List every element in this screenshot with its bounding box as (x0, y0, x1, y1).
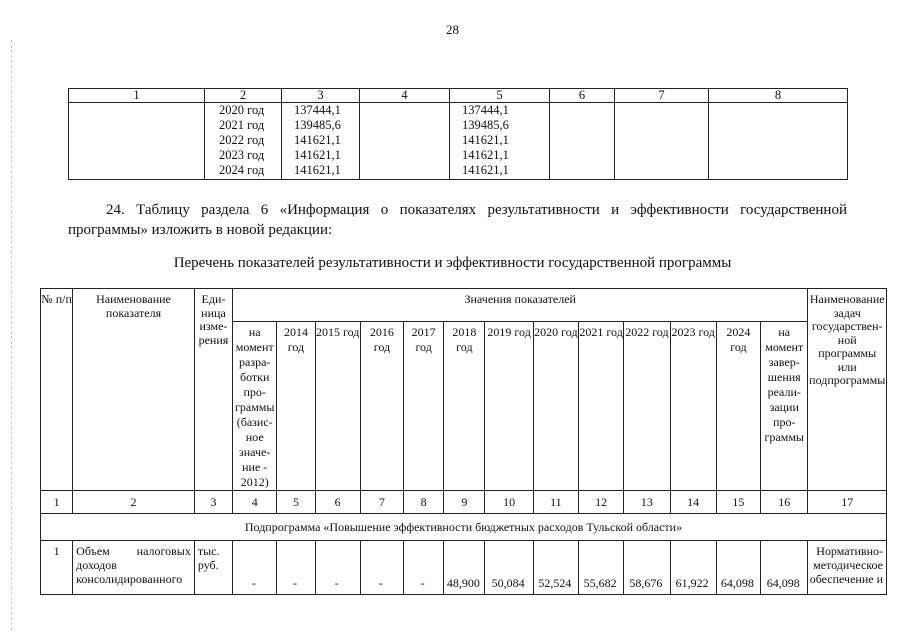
cont-value: 141621,1 (294, 133, 341, 147)
paragraph-line-1: 24. Таблицу раздела 6 «Информация о показателях результативности и эффективности государственной (106, 202, 847, 218)
header-year: 2024 год (716, 322, 760, 491)
subprogram-title: Подпрограмма «Повышение эффективности бюджетных расходов Тульской области» (41, 514, 887, 541)
row-value: - (315, 541, 360, 595)
row-value: 58,676 (624, 541, 670, 595)
header-year: 2016 год (360, 322, 403, 491)
cont-year: 2023 год (219, 148, 265, 162)
cont-col5-values (450, 103, 550, 180)
header-tasks: Наименование задач государствен-ной программы или подпрограммы (808, 289, 887, 491)
cont-value: 139485,6 (462, 118, 509, 132)
cont-header-3: 3 (282, 89, 360, 103)
cont-header-1: 1 (69, 89, 205, 103)
column-index: 8 (404, 491, 444, 514)
cont-col3-values (282, 103, 360, 180)
row-tasks: Нормативно-методическое обеспечение и (808, 541, 887, 595)
amendment-paragraph (68, 200, 847, 240)
header-year: 2018 год (444, 322, 485, 491)
header-year: 2020 год (533, 322, 578, 491)
cont-header-4: 4 (360, 89, 450, 103)
row-indicator-name: Объем налоговых доходов консолидированного (73, 541, 195, 595)
header-year: 2014 год (277, 322, 315, 491)
cont-value: 141621,1 (462, 148, 509, 162)
header-year: 2019 год (485, 322, 533, 491)
cont-value: 141621,1 (462, 133, 509, 147)
cont-year: 2020 год (219, 103, 265, 117)
cont-value: 141621,1 (294, 148, 341, 162)
header-year: 2017 год (404, 322, 444, 491)
row-unit: тыс. руб. (194, 541, 232, 595)
column-index: 9 (444, 491, 485, 514)
cont-cell-1 (69, 103, 205, 180)
column-index: 1 (41, 491, 73, 514)
continuation-table (68, 88, 848, 180)
cont-header-7: 7 (615, 89, 709, 103)
row-num: 1 (41, 541, 73, 595)
column-index: 4 (233, 491, 277, 514)
header-num: № п/п (41, 289, 73, 491)
column-index: 15 (716, 491, 760, 514)
table-caption: Перечень показателей результативности и эффективности государственной программы (173, 255, 732, 271)
row-value: 61,922 (670, 541, 716, 595)
cont-cell-4 (360, 103, 450, 180)
cont-cell-6 (550, 103, 615, 180)
row-value: 48,900 (444, 541, 485, 595)
cont-years (205, 103, 282, 180)
row-value: 50,084 (485, 541, 533, 595)
cont-year: 2022 год (219, 133, 265, 147)
indicators-table (40, 288, 887, 595)
cont-cell-8 (709, 103, 848, 180)
header-year: 2015 год (315, 322, 360, 491)
row-value: 64,098 (716, 541, 760, 595)
cont-value: 137444,1 (462, 103, 509, 117)
row-value: - (233, 541, 277, 595)
cont-header-6: 6 (550, 89, 615, 103)
page-number: 28 (446, 22, 459, 37)
header-values: Значения показателей (233, 289, 808, 322)
row-value: 64,098 (761, 541, 808, 595)
header-base-value: на момент разра-ботки про-граммы (базис-ное значе-ние - 2012) (233, 322, 277, 491)
cont-year: 2024 год (219, 163, 265, 177)
cont-year: 2021 год (219, 118, 265, 132)
row-value: - (404, 541, 444, 595)
table-row (41, 541, 887, 595)
header-year: 2023 год (670, 322, 716, 491)
column-index: 7 (360, 491, 403, 514)
cont-value: 137444,1 (294, 103, 341, 117)
header-row-top (41, 289, 887, 322)
column-index: 2 (73, 491, 195, 514)
subprogram-row (41, 514, 887, 541)
column-index: 17 (808, 491, 887, 514)
column-index: 11 (533, 491, 578, 514)
column-index: 14 (670, 491, 716, 514)
column-index: 10 (485, 491, 533, 514)
row-value: 55,682 (579, 541, 624, 595)
row-value: - (360, 541, 403, 595)
header-year: 2022 год (624, 322, 670, 491)
column-index: 12 (579, 491, 624, 514)
cont-header-5: 5 (450, 89, 550, 103)
column-index: 5 (277, 491, 315, 514)
cont-header-2: 2 (205, 89, 282, 103)
column-index: 16 (761, 491, 808, 514)
header-end-value: на момент завер-шения реали-зации про-граммы (761, 322, 808, 491)
cont-value: 141621,1 (294, 163, 341, 177)
cont-value: 139485,6 (294, 118, 341, 132)
cont-value: 141621,1 (462, 163, 509, 177)
column-index: 3 (194, 491, 232, 514)
column-index: 13 (624, 491, 670, 514)
cont-header-8: 8 (709, 89, 848, 103)
cont-cell-7 (615, 103, 709, 180)
header-indicator-name: Наименование показателя (73, 289, 195, 491)
column-index-row (41, 491, 887, 514)
row-value: 52,524 (533, 541, 578, 595)
header-unit: Еди-ница изме-рения (194, 289, 232, 491)
paragraph-line-2: программы» изложить в новой редакции: (68, 222, 333, 238)
row-value: - (277, 541, 315, 595)
binding-margin-marks (11, 40, 13, 630)
continuation-header-row (69, 89, 848, 103)
column-index: 6 (315, 491, 360, 514)
continuation-body-row (69, 103, 848, 180)
header-year: 2021 год (579, 322, 624, 491)
